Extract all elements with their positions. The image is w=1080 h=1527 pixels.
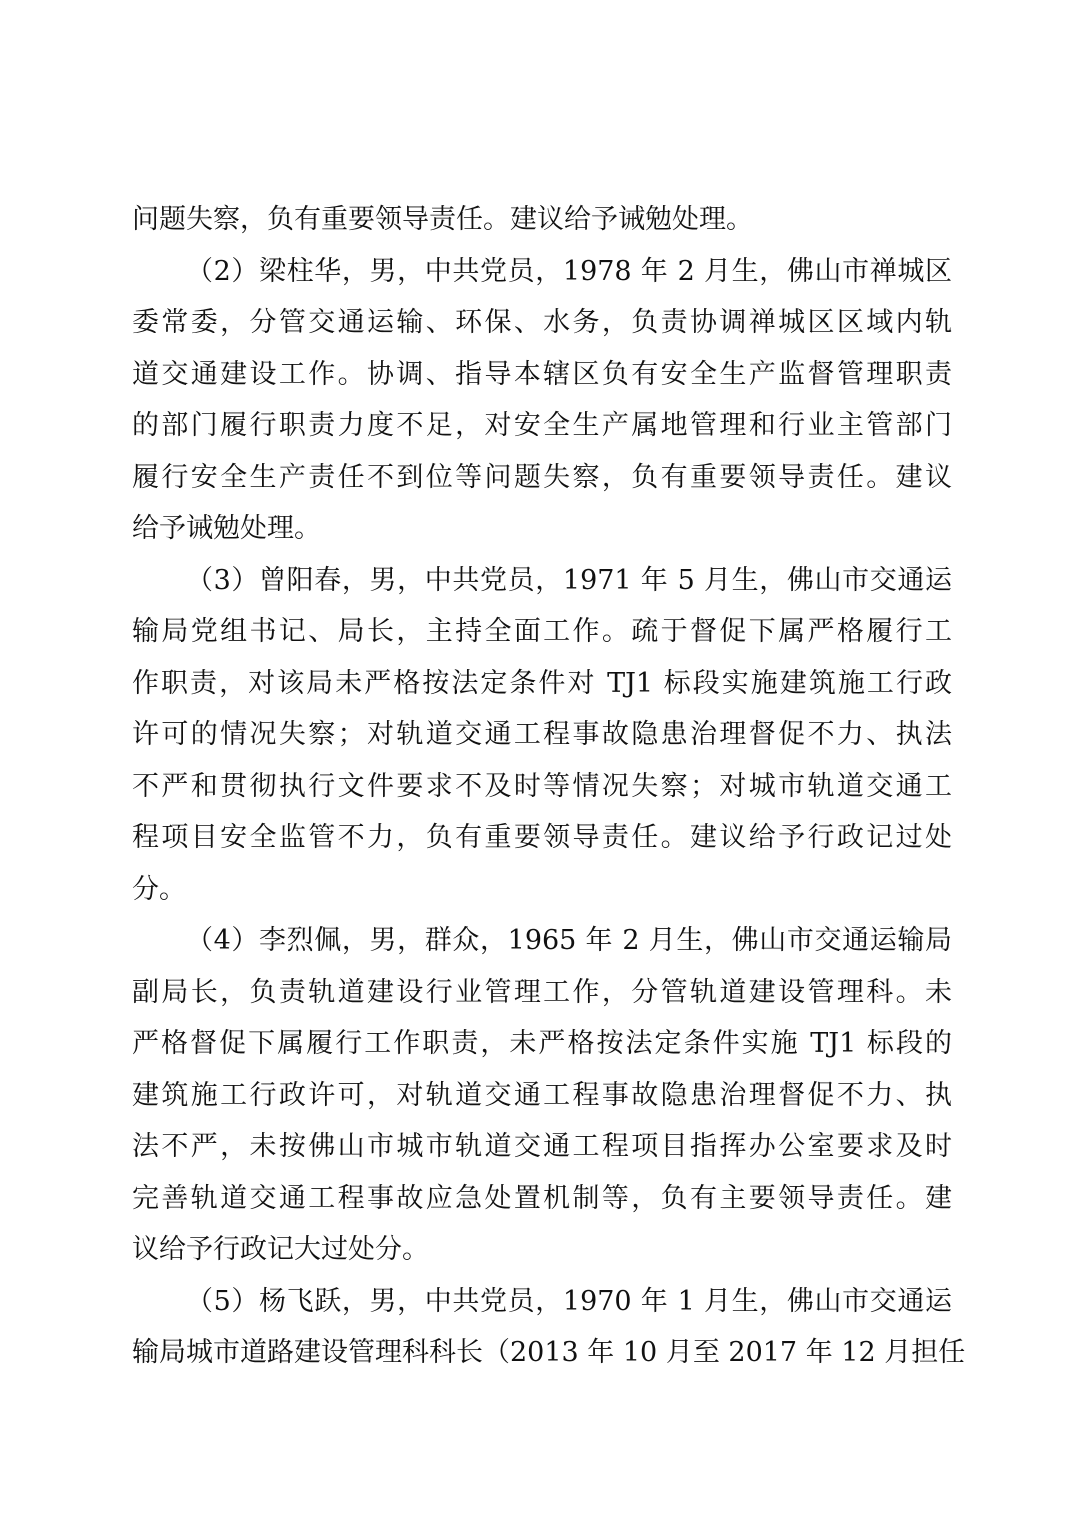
text-line: 许可的情况失察；对轨道交通工程事故隐患治理督促不力、执法 [132, 719, 952, 750]
text-line: 法不严，未按佛山市城市轨道交通工程项目指挥办公室要求及时 [132, 1131, 952, 1162]
text-line: （5）杨飞跃，男，中共党员，1970 年 1 月生，佛山市交通运 [186, 1285, 952, 1317]
text-line: 输局党组书记、局长，主持全面工作。疏于督促下属严格履行工 [132, 616, 952, 647]
text-line: 委常委，分管交通运输、环保、水务，负责协调禅城区区域内轨 [132, 307, 952, 338]
text-line: 建筑施工行政许可，对轨道交通工程事故隐患治理督促不力、执 [132, 1079, 952, 1111]
text-line: 分。 [132, 873, 186, 905]
text-line: 不严和贯彻执行文件要求不及时等情况失察；对城市轨道交通工 [132, 770, 952, 802]
text-line: 严格督促下属履行工作职责，未严格按法定条件实施 TJ1 标段的 [132, 1028, 952, 1059]
text-line: 副局长，负责轨道建设行业管理工作，分管轨道建设管理科。未 [132, 976, 952, 1008]
text-line: 给予诫勉处理。 [132, 513, 321, 544]
text-line: 问题失察，负有重要领导责任。建议给予诫勉处理。 [132, 204, 753, 235]
text-line: 程项目安全监管不力，负有重要领导责任。建议给予行政记过处 [132, 822, 952, 853]
text-line: 作职责，对该局未严格按法定条件对 TJ1 标段实施建筑施工行政 [132, 667, 952, 699]
text-line: 道交通建设工作。协调、指导本辖区负有安全生产监督管理职责 [132, 358, 952, 390]
text-line: （3）曾阳春，男，中共党员，1971 年 5 月生，佛山市交通运 [186, 564, 952, 596]
text-line: （4）李烈佩，男，群众，1965 年 2 月生，佛山市交通运输局 [186, 925, 952, 956]
text-line: 议给予行政记大过处分。 [132, 1234, 429, 1265]
text-line: 履行安全生产责任不到位等问题失察，负有重要领导责任。建议 [132, 461, 952, 493]
text-line: 的部门履行职责力度不足，对安全生产属地管理和行业主管部门 [132, 410, 952, 441]
text-line: 完善轨道交通工程事故应急处置机制等，负有主要领导责任。建 [132, 1182, 952, 1214]
text-line: 输局城市道路建设管理科科长（2013 年 10 月至 2017 年 12 月担任 [132, 1337, 966, 1368]
text-line: （2）梁柱华，男，中共党员，1978 年 2 月生，佛山市禅城区 [186, 255, 952, 287]
